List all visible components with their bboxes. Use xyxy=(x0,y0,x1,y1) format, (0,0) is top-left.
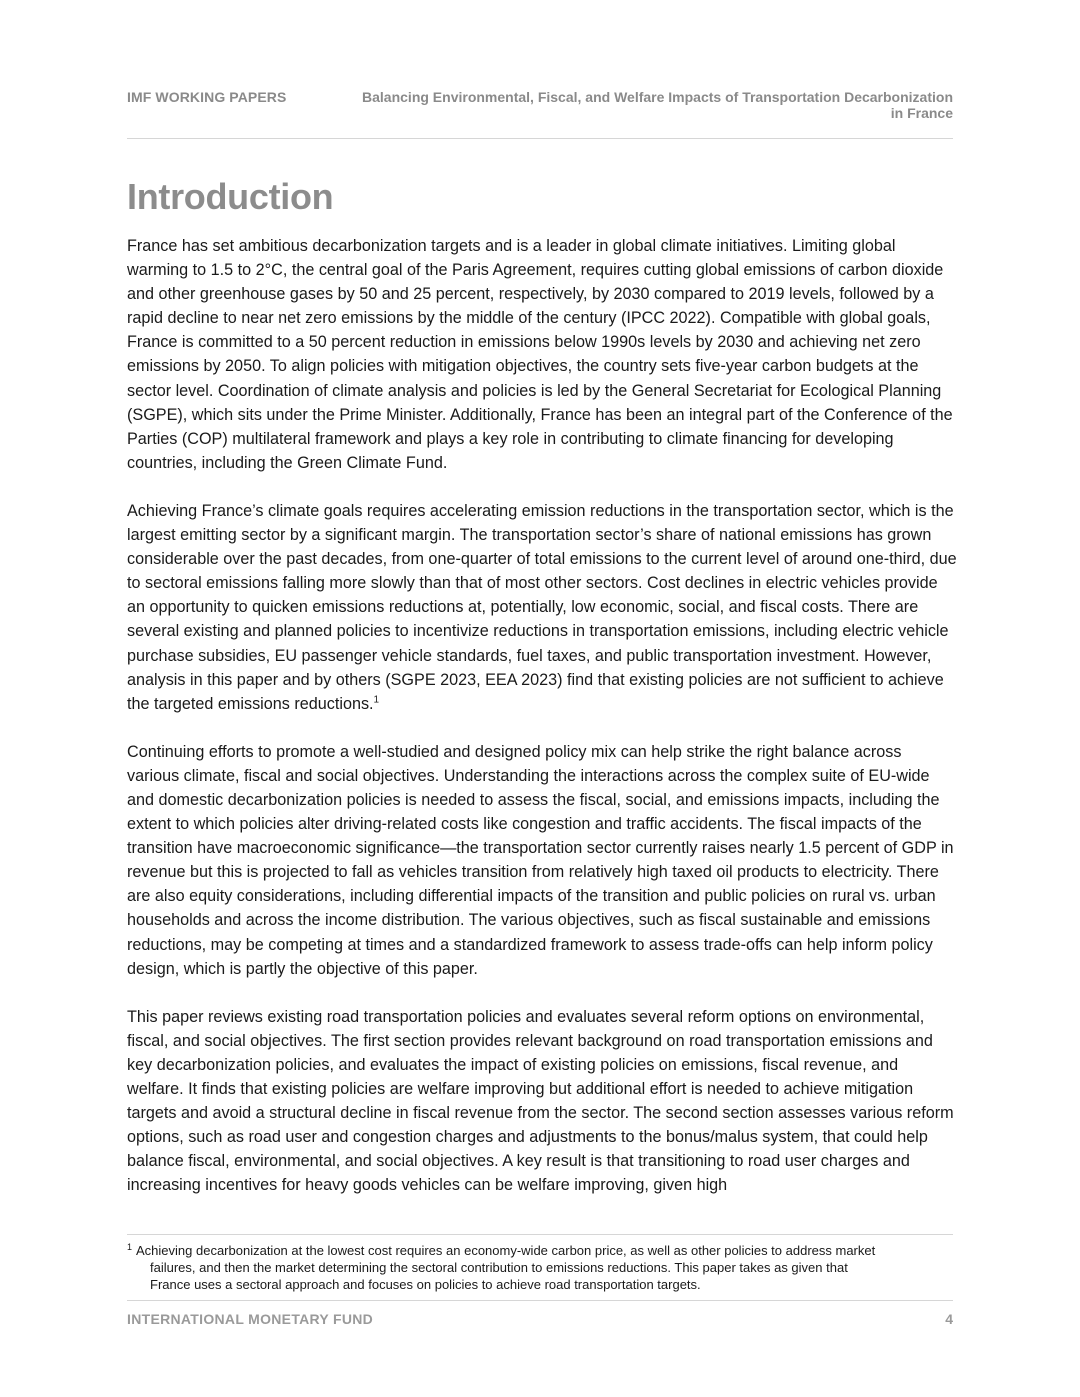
section-title: Introduction xyxy=(127,176,334,217)
running-title xyxy=(313,89,953,121)
footnote-line-3: France uses a sectoral approach and focuses on policies to achieve road transportation targets. xyxy=(150,1277,701,1292)
series-label: IMF WORKING PAPERS xyxy=(127,89,287,105)
paragraph-1: France has set ambitious decarbonization targets and is a leader in global climate initiatives. Limiting global warming to 1.5 to 2°C, the central goal of the Paris Agreement, requires cutting global emissions of carbon dioxide and other greenhouse gases by 50 and 25 percent, respectively, by 2030 compared to 2019 levels, followed by a rapid decline to near net zero emissions by the middle of the century (IPCC 2022). Compatible with global goals, France is committed to a 50 percent reduction in emissions below 1990s levels by 2030 and achieving net zero emissions by 2050. To align policies with mitigation objectives, the country sets five-year carbon budgets at the sector level. Coordination of climate analysis and policies is led by the General Secretariat for Ecological Planning (SGPE), which sits under the Prime Minister. Additionally, France has been an integral part of the Conference of the Parties (COP) multilateral framework and plays a key role in contributing to climate financing for developing countries, including the Green Climate Fund. xyxy=(127,237,953,472)
running-title-line1: Balancing Environmental, Fiscal, and Welfare Impacts of Transportation Decarbonization xyxy=(362,89,953,105)
paragraph-4: This paper reviews existing road transportation policies and evaluates several reform options on environmental, fiscal, and social objectives. The first section provides relevant background on road transportation emissions and key decarbonization policies, and evaluates the impact of existing policies on emissions, fiscal revenue, and welfare. It finds that existing policies are welfare improving but additional effort is needed to achieve mitigation targets and avoid a structural decline in fiscal revenue from the sector. The second section assesses various reform options, such as road user and congestion charges and adjustments to the bonus/malus system, that could help balance fiscal, environmental, and social objectives. A key result is that transitioning to road user charges and increasing incentives for heavy goods vehicles can be welfare improving, given high xyxy=(127,1007,954,1195)
footnote-text-1: Achieving decarbonization at the lowest cost requires an economy-wide carbon price, as well as other policies to address market xyxy=(136,1243,876,1258)
footnote-mark: 1 xyxy=(127,1241,133,1252)
page-header xyxy=(127,88,953,139)
footer-divider xyxy=(127,1300,953,1301)
paragraph-3: Continuing efforts to promote a well-studied and designed policy mix can help strike the right balance across various climate, fiscal and social objectives. Understanding the interactions across the complex suite of EU-wide and domestic decarbonization policies is needed to assess the fiscal, social, and emissions impacts, including the extent to which policies alter driving-related costs like congestion and traffic accidents. The fiscal impacts of the transition have macroeconomic significance—the transportation sector currently raises nearly 1.5 percent of GDP in revenue but this is projected to fall as vehicles transition from relatively high taxed oil products to electricity. There are also equity considerations, including differential impacts of the transition and public policies on rural vs. urban households and across the income distribution. The various objectives, such as fiscal sustainable and emissions reductions, may be competing at times and a standardized framework to assess trade-offs can help inform policy design, which is partly the objective of this paper. xyxy=(127,742,954,978)
footnote-reference[interactable]: 1 xyxy=(373,694,380,706)
footnote-divider xyxy=(127,1234,953,1235)
page-number: 4 xyxy=(945,1311,953,1327)
body-text xyxy=(127,234,957,1221)
paragraph-2-text: Achieving France’s climate goals requires accelerating emission reductions in the transportation sector, which is the largest emitting sector by a significant margin. The transportation sector’s share of national emissions has grown considerable over the past decades, from one-quarter of total emissions to the current level of around one-third, due to sectoral emissions falling more slowly than that of most other sectors. Cost declines in electric vehicles provide an opportunity to quicken emissions reductions at, potentially, low economic, social, and fiscal costs. There are several existing and planned policies to incentivize reductions in transportation emissions, including electric vehicle purchase subsidies, EU passenger vehicle standards, fuel taxes, and public transportation investment. However, analysis in this paper and by others (SGPE 2023, EEA 2023) find that existing policies are not sufficient to achieve the targeted emissions reductions. xyxy=(127,501,957,713)
footer-organization: INTERNATIONAL MONETARY FUND xyxy=(127,1311,374,1327)
paragraph-2 xyxy=(127,499,957,716)
footnote xyxy=(127,1242,953,1293)
footnote-line-2: failures, and then the market determining the sectoral contribution to emissions reductions. This paper takes as given that xyxy=(150,1260,848,1275)
footnote-line-1 xyxy=(127,1242,953,1259)
running-title-line2: in France xyxy=(890,105,953,121)
